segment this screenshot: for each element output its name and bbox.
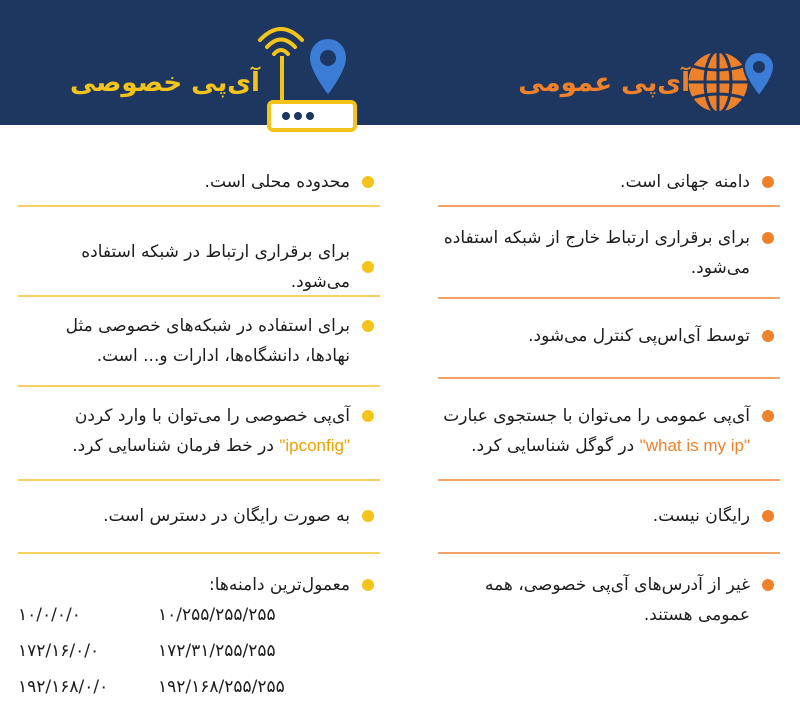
- divider: [438, 552, 780, 554]
- bullet: [762, 410, 774, 422]
- range-start: ۱۷۲/۱۶/۰/۰: [18, 641, 100, 661]
- divider: [438, 479, 780, 481]
- divider: [18, 205, 380, 207]
- range-end: ۱۰/۲۵۵/۲۵۵/۲۵۵: [158, 605, 276, 625]
- divider: [438, 297, 780, 299]
- bullet: [762, 510, 774, 522]
- bullet: [362, 410, 374, 422]
- bullet: [762, 579, 774, 591]
- list-item: آی‌پی خصوصی را می‌توان با وارد کردن "ipconfig" در خط فرمان شناسایی کرد.: [18, 401, 380, 461]
- location-pin-icon: [306, 36, 350, 98]
- header-banner: [0, 0, 800, 125]
- divider: [438, 205, 780, 207]
- bullet: [362, 579, 374, 591]
- list-item: برای استفاده در شبکه‌های خصوصی مثل نهادها، دانشگاه‌ها، ادارات و... است.: [18, 311, 380, 371]
- list-item: به صورت رایگان در دسترس است.: [18, 501, 380, 531]
- list-item: برای برقراری ارتباط خارج از شبکه استفاده می‌شود.: [438, 223, 780, 283]
- table-row: [18, 641, 378, 675]
- divider: [18, 479, 380, 481]
- bullet: [362, 261, 374, 273]
- range-start: ۱۰/۰/۰/۰: [18, 605, 81, 625]
- bullet: [362, 320, 374, 332]
- location-pin-icon: [742, 50, 776, 98]
- bullet: [362, 510, 374, 522]
- bullet: [762, 232, 774, 244]
- list-item: غیر از آدرس‌های آی‌پی خصوصی، همه عمومی هستند.: [438, 570, 780, 630]
- list-item: برای برقراری ارتباط در شبکه استفاده می‌شود.: [18, 237, 380, 297]
- public-ip-title: آی‌پی عمومی: [518, 68, 690, 98]
- divider: [18, 552, 380, 554]
- command-highlight: "ipconfig": [279, 436, 350, 455]
- divider: [438, 377, 780, 379]
- bullet: [762, 176, 774, 188]
- divider: [18, 385, 380, 387]
- table-row: [18, 677, 378, 711]
- command-highlight: "what is my ip": [639, 436, 750, 455]
- divider: [18, 295, 380, 297]
- range-end: ۱۷۲/۳۱/۲۵۵/۲۵۵: [158, 641, 276, 661]
- range-start: ۱۹۲/۱۶۸/۰/۰: [18, 677, 109, 697]
- list-item: رایگان نیست.: [438, 501, 780, 531]
- bullet: [762, 330, 774, 342]
- range-end: ۱۹۲/۱۶۸/۲۵۵/۲۵۵: [158, 677, 285, 697]
- list-item: توسط آی‌اس‌پی کنترل می‌شود.: [438, 321, 780, 351]
- list-item: دامنه جهانی است.: [438, 167, 780, 197]
- table-row: [18, 605, 378, 639]
- list-item: معمول‌ترین دامنه‌ها:: [18, 570, 380, 600]
- list-item: آی‌پی عمومی را می‌توان با جستجوی عبارت "what is my ip" در گوگل شناسایی کرد.: [438, 401, 780, 461]
- list-item: محدوده محلی است.: [18, 167, 380, 197]
- bullet: [362, 176, 374, 188]
- private-ip-title: آی‌پی خصوصی: [70, 68, 260, 98]
